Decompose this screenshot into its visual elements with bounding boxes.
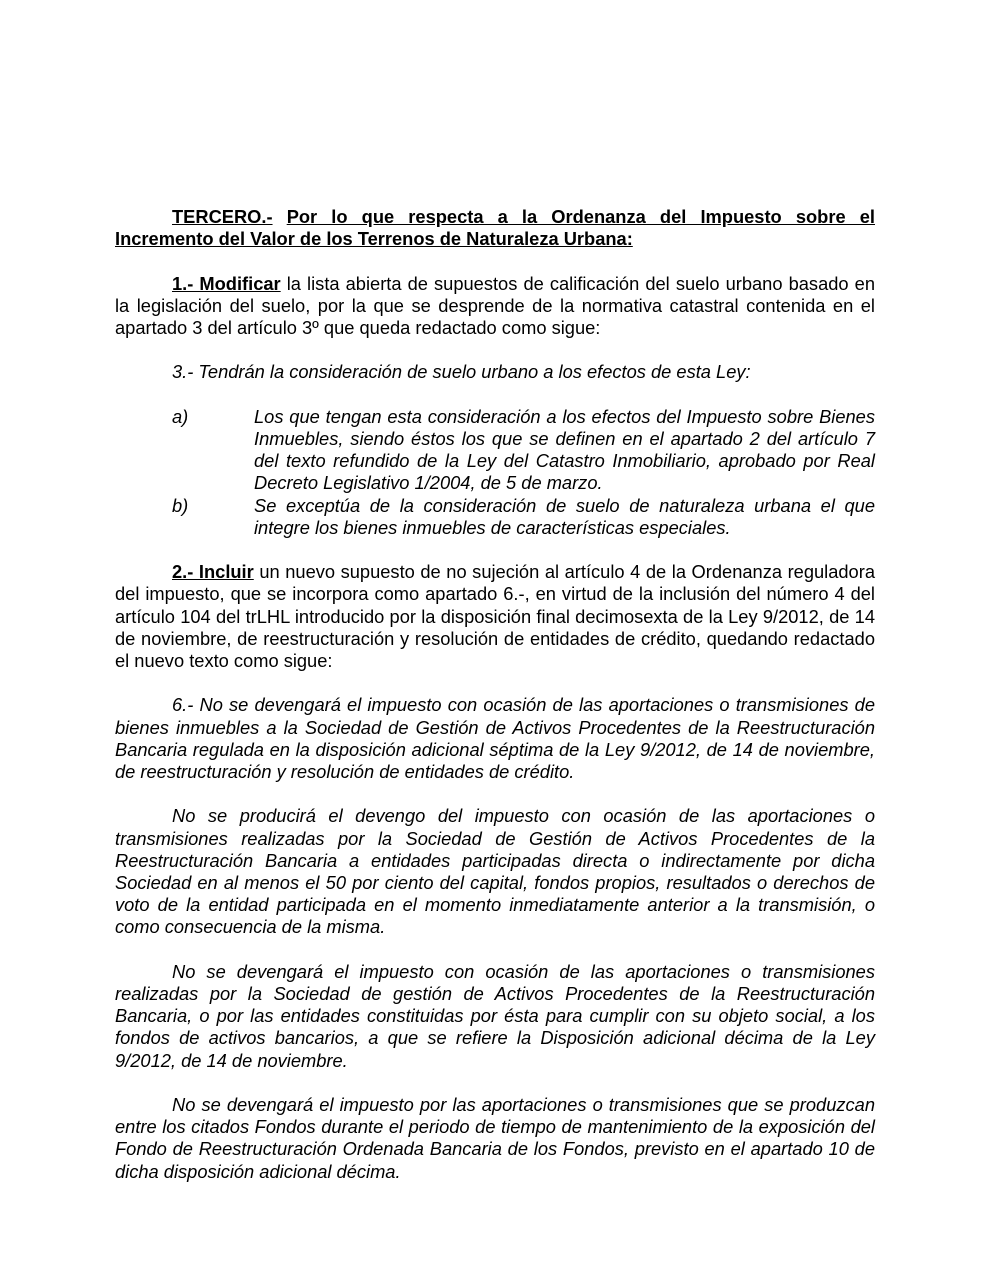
list-marker: b)	[172, 494, 189, 516]
item-1-label: 1.- Modificar	[172, 272, 281, 294]
quote-2-paragraph-2: No se producirá el devengo del impuesto con ocasión de las aportaciones o transmisiones realizadas por la Sociedad de Gestión de Activos Procedentes de la Reestructuración Bancaria a entidades participadas directa o indirectamente por dicha Sociedad en al menos el 50 por ciento del capital, fondos propios, resultados o derechos de voto de la entidad participada en el momento inmediatamente anterior a la transmisión, o como consecuencia de la misma.	[115, 805, 875, 938]
list-item	[115, 495, 875, 539]
section-title: Por lo que respecta a la Ordenanza del Impuesto sobre el Incremento del Valor de los Terrenos de Naturaleza Urbana:	[115, 206, 875, 250]
quote-2-paragraph-3: No se devengará el impuesto con ocasión de las aportaciones o transmisiones realizadas por la Sociedad de gestión de Activos Procedentes de la Reestructuración Bancaria, o por las entidades constituidas por ésta para cumplir con su objeto social, a los fondos de activos bancarios, a que se refiere la Disposición adicional décima de la Ley 9/2012, de 14 de noviembre.	[115, 960, 875, 1071]
quote-2-paragraph-1: 6.- No se devengará el impuesto con ocasión de las aportaciones o transmisiones de bienes inmuebles a la Sociedad de Gestión de Activos Procedentes de la Reestructuración Bancaria regulada en la disposición adicional séptima de la Ley 9/2012, de 14 de noviembre, de reestructuración y resolución de entidades de crédito.	[115, 694, 875, 782]
list-text: Se exceptúa de la consideración de suelo de naturaleza urbana el que integre los bienes inmuebles de características especiales.	[254, 494, 875, 538]
list-text: Los que tengan esta consideración a los efectos del Impuesto sobre Bienes Inmuebles, siendo éstos los que se definen en el apartado 2 del artículo 7 del texto refundido de la Ley del Catastro Inmobiliario, aprobado por Real Decreto Legislativo 1/2004, de 5 de marzo.	[254, 405, 875, 494]
list-item	[115, 406, 875, 495]
quote-1-list	[115, 406, 875, 539]
item-1-paragraph	[115, 273, 875, 340]
list-marker: a)	[172, 405, 189, 427]
document-page	[115, 206, 875, 1183]
section-label: TERCERO.-	[172, 206, 273, 227]
item-2-text: un nuevo supuesto de no sujeción al artículo 4 de la Ordenanza reguladora del impuesto, que se incorpora como apartado 6.-, en virtud de la inclusión del número 4 del artículo 104 del trLHL introducido por la disposición final decimosexta de la Ley 9/2012, de 14 de noviembre, de reestructuración y resolución de entidades de crédito, quedando redactado el nuevo texto como sigue:	[115, 561, 875, 671]
item-2-paragraph	[115, 561, 875, 672]
item-1-text: la lista abierta de supuestos de calificación del suelo urbano basado en la legislación del suelo, por la que se desprende de la normativa catastral contenida en el apartado 3 del artículo 3º que queda redactado como sigue:	[115, 272, 875, 338]
section-tercero-heading	[115, 206, 875, 250]
quote-1-intro: 3.- Tendrán la consideración de suelo urbano a los efectos de esta Ley:	[172, 361, 751, 383]
quote-2-paragraph-4: No se devengará el impuesto por las aportaciones o transmisiones que se produzcan entre los citados Fondos durante el periodo de tiempo de mantenimiento de la exposición del Fondo de Reestructuración Ordenada Bancaria de los Fondos, previsto en el apartado 10 de dicha disposición adicional décima.	[115, 1094, 875, 1182]
item-2-label: 2.- Incluir	[172, 561, 254, 583]
